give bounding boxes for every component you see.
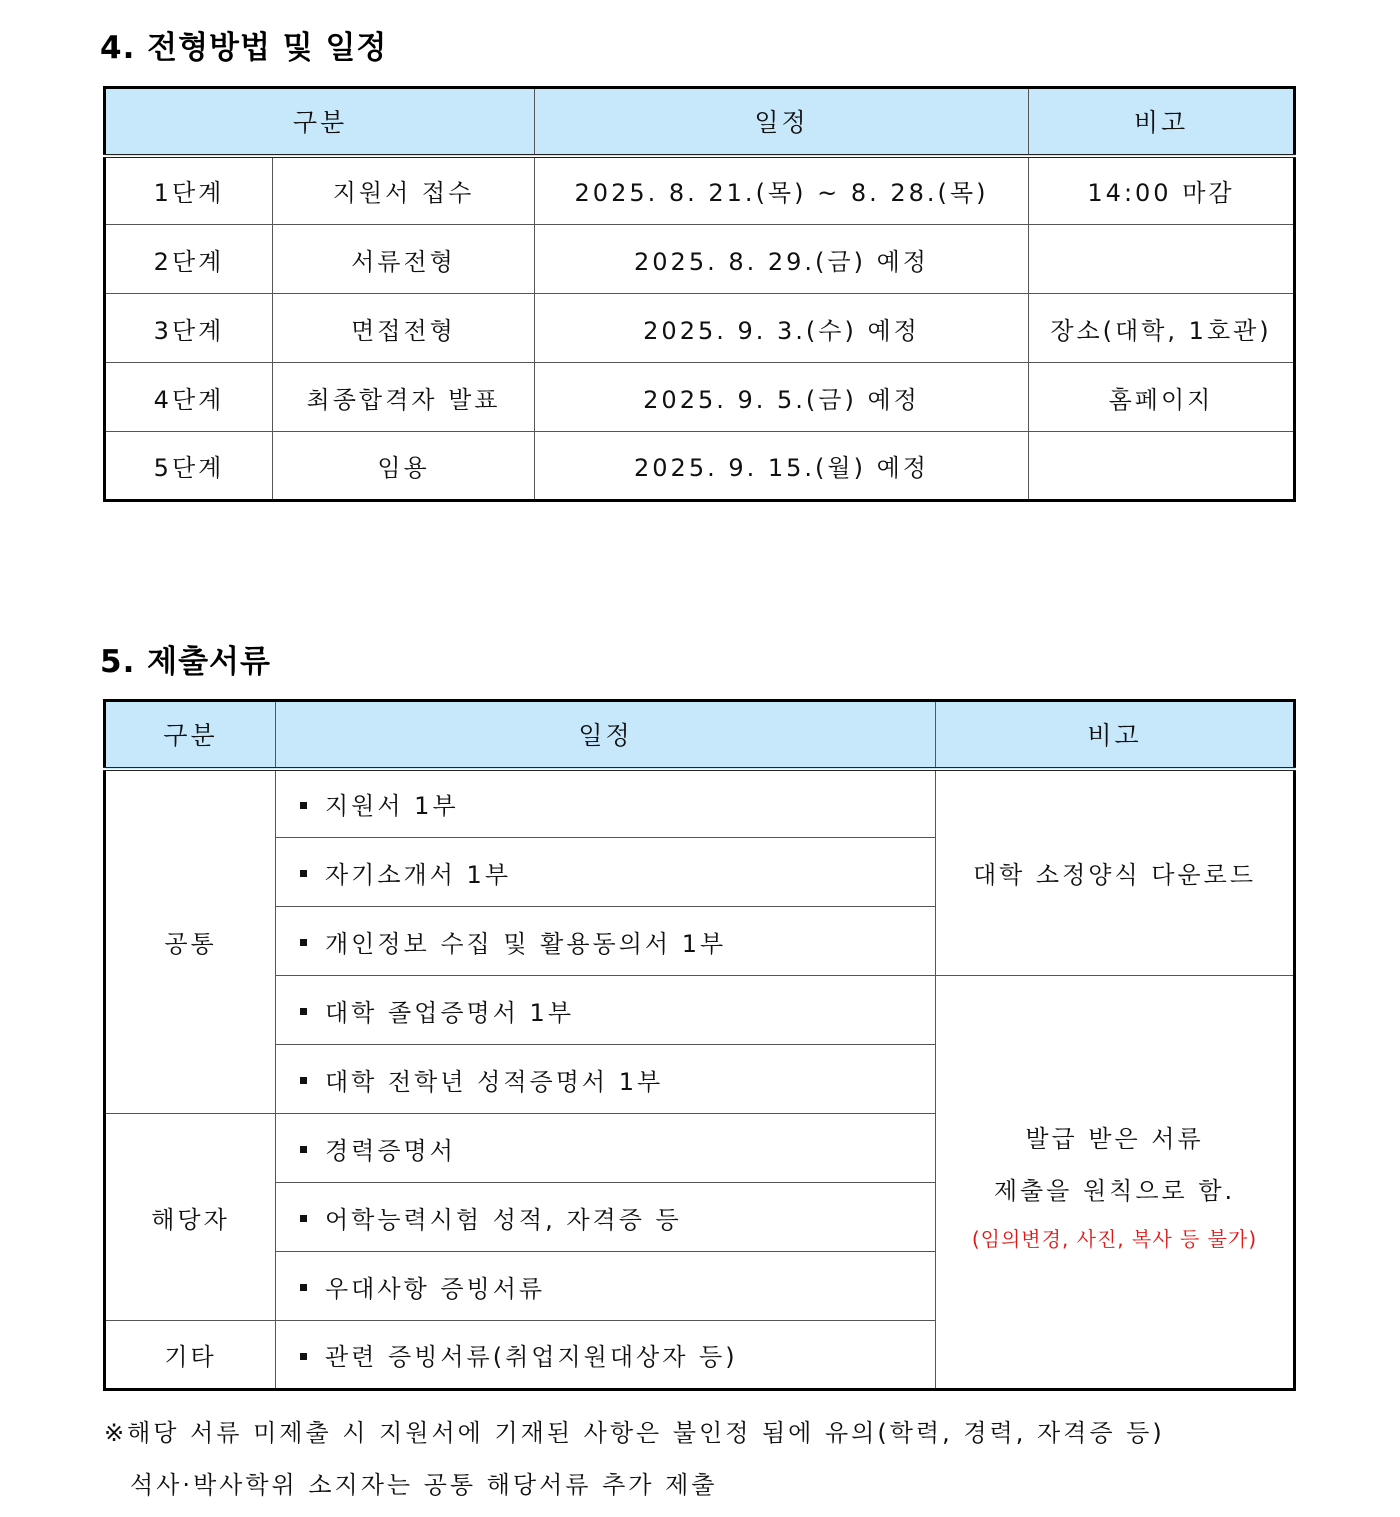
note-issued-warning: (임의변경, 사진, 복사 등 불가) <box>971 1226 1258 1251</box>
note-issued-line2: 제출을 원칙으로 함. <box>993 1176 1236 1205</box>
group-other-cell: 기타 <box>105 1321 276 1390</box>
group-applicable-cell: 해당자 <box>105 1114 276 1321</box>
document-item-label: 자기소개서 1부 <box>325 860 512 889</box>
document-item <box>276 1183 936 1252</box>
header-schedule: 일정 <box>276 701 936 769</box>
note-cell: 홈페이지 <box>1029 363 1295 432</box>
stage-name-cell: 서류전형 <box>273 225 535 294</box>
section-5-title: 5. 제출서류 <box>100 644 271 680</box>
bullet-icon <box>300 1146 307 1153</box>
stage-cell: 2단계 <box>105 225 273 294</box>
document-item <box>276 1252 936 1321</box>
schedule-cell: 2025. 9. 5.(금) 예정 <box>535 363 1029 432</box>
header-note: 비고 <box>936 701 1295 769</box>
note-download-cell: 대학 소정양식 다운로드 <box>936 769 1295 976</box>
header-category: 구분 <box>105 88 535 156</box>
document-item <box>276 907 936 976</box>
header-category: 구분 <box>105 701 276 769</box>
document-row <box>105 769 1295 838</box>
document-item <box>276 838 936 907</box>
schedule-table <box>103 86 1296 502</box>
bullet-icon <box>300 1353 307 1360</box>
schedule-cell: 2025. 8. 21.(목) ~ 8. 28.(목) <box>535 156 1029 225</box>
note-cell <box>1029 225 1295 294</box>
schedule-row <box>105 432 1295 501</box>
bullet-icon <box>300 1284 307 1291</box>
bullet-icon <box>300 802 307 809</box>
schedule-row <box>105 294 1295 363</box>
document-item-label: 관련 증빙서류(취업지원대상자 등) <box>325 1343 738 1371</box>
bullet-icon <box>300 1008 307 1015</box>
documents-header-row <box>105 701 1295 769</box>
document-item <box>276 1114 936 1183</box>
bullet-icon <box>300 939 307 946</box>
schedule-row <box>105 363 1295 432</box>
schedule-row <box>105 225 1295 294</box>
section-4-title: 4. 전형방법 및 일정 <box>100 30 388 66</box>
document-item-label: 경력증명서 <box>325 1136 456 1165</box>
document-item-label: 대학 전학년 성적증명서 1부 <box>325 1067 664 1096</box>
document-item-label: 개인정보 수집 및 활용동의서 1부 <box>325 929 727 958</box>
document-item <box>276 1045 936 1114</box>
stage-cell: 5단계 <box>105 432 273 501</box>
stage-cell: 3단계 <box>105 294 273 363</box>
note-cell: 14:00 마감 <box>1029 156 1295 225</box>
footnote-line1: ※해당 서류 미제출 시 지원서에 기재된 사항은 불인정 됨에 유의(학력, 경력, 자격증 등) <box>104 1419 1165 1447</box>
stage-cell: 4단계 <box>105 363 273 432</box>
bullet-icon <box>300 1077 307 1084</box>
footnote-line2: 석사·박사학위 소지자는 공통 해당서류 추가 제출 <box>130 1471 718 1499</box>
stage-name-cell: 면접전형 <box>273 294 535 363</box>
document-item-label: 지원서 1부 <box>325 792 459 821</box>
document-item <box>276 769 936 838</box>
document-item <box>276 1321 936 1390</box>
stage-name-cell: 최종합격자 발표 <box>273 363 535 432</box>
document-item-label: 어학능력시험 성적, 자격증 등 <box>325 1205 682 1234</box>
note-cell: 장소(대학, 1호관) <box>1029 294 1295 363</box>
schedule-cell: 2025. 9. 15.(월) 예정 <box>535 432 1029 501</box>
documents-table <box>103 699 1296 1391</box>
bullet-icon <box>300 1215 307 1222</box>
schedule-cell: 2025. 9. 3.(수) 예정 <box>535 294 1029 363</box>
stage-name-cell: 지원서 접수 <box>273 156 535 225</box>
stage-name-cell: 임용 <box>273 432 535 501</box>
schedule-row <box>105 156 1295 225</box>
document-row <box>105 976 1295 1045</box>
document-item <box>276 976 936 1045</box>
schedule-cell: 2025. 8. 29.(금) 예정 <box>535 225 1029 294</box>
schedule-header-row <box>105 88 1295 156</box>
bullet-icon <box>300 870 307 877</box>
note-issued-line1: 발급 받은 서류 <box>1025 1124 1204 1153</box>
document-item-label: 우대사항 증빙서류 <box>325 1274 546 1303</box>
document-item-label: 대학 졸업증명서 1부 <box>325 998 574 1027</box>
stage-cell: 1단계 <box>105 156 273 225</box>
note-cell <box>1029 432 1295 501</box>
header-note: 비고 <box>1029 88 1295 156</box>
group-common-cell: 공통 <box>105 769 276 1114</box>
note-issued-cell <box>936 976 1295 1390</box>
header-schedule: 일정 <box>535 88 1029 156</box>
